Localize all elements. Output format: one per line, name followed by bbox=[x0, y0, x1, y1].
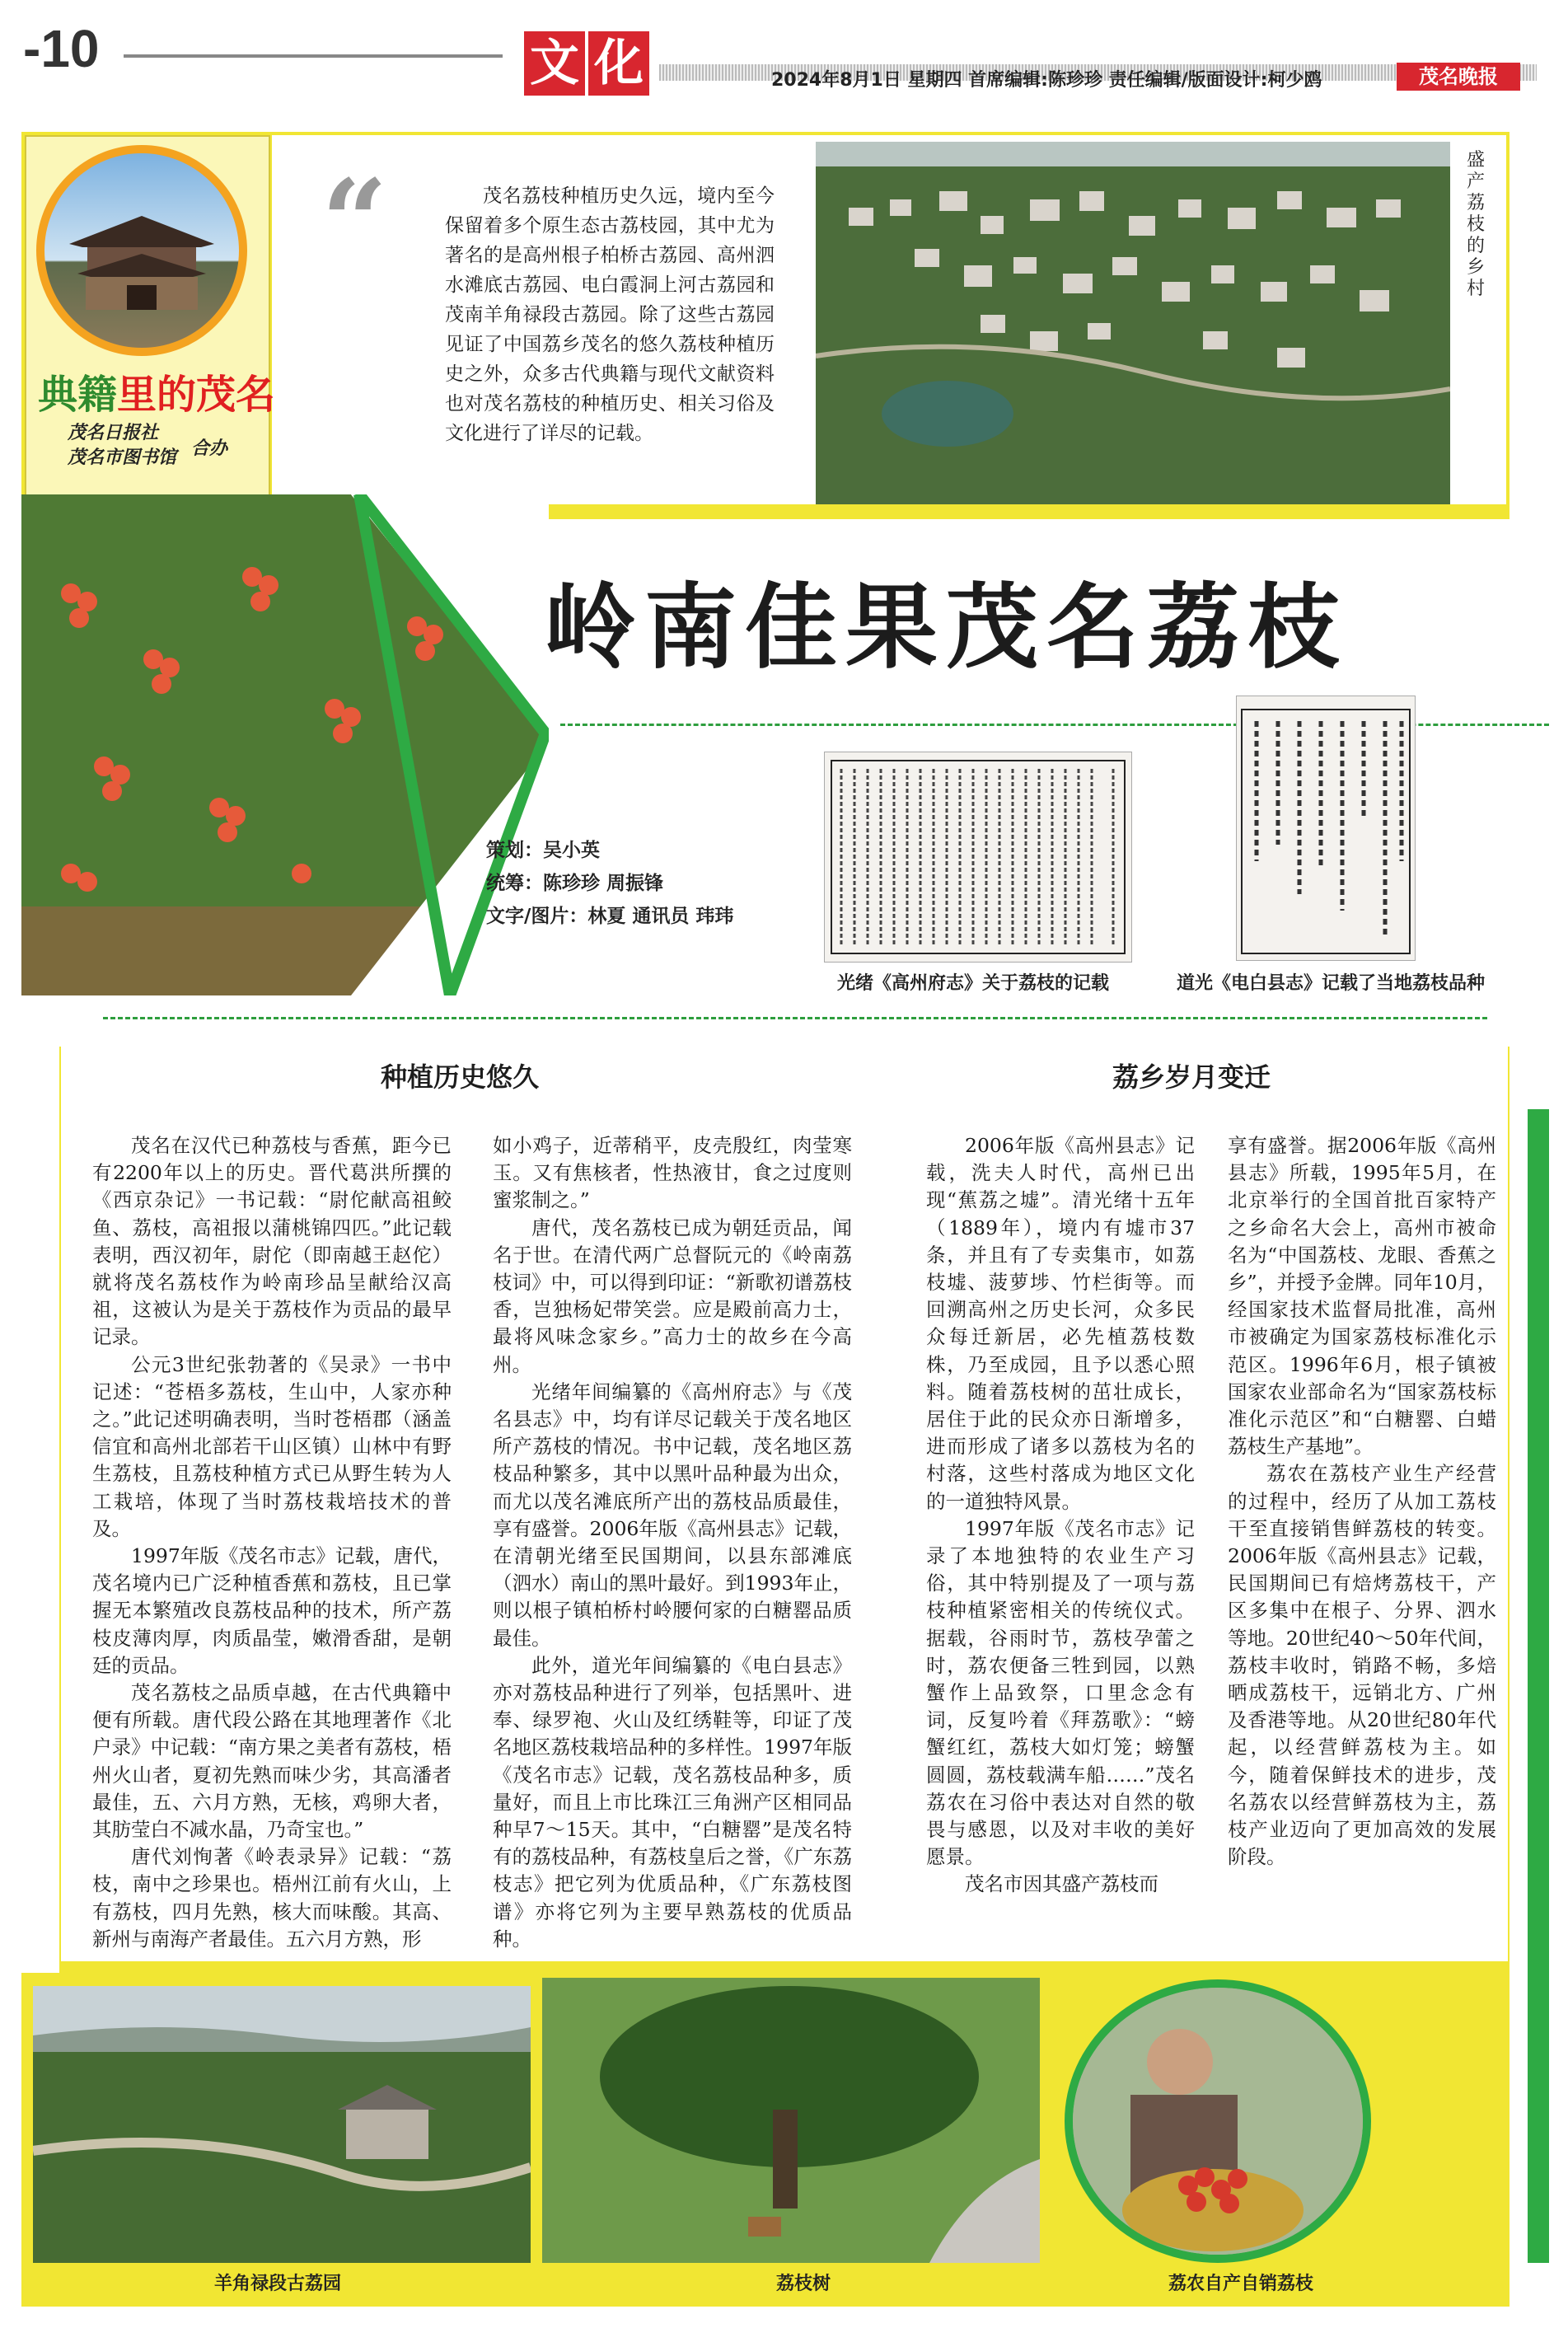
coop-label: 合办 bbox=[191, 438, 228, 459]
book-scan-1 bbox=[825, 752, 1131, 962]
paragraph: 如小鸡子，近蒂稍平，皮壳殷红，肉莹寒玉。又有焦核者，性热液甘，食之过度则蜜浆制之。” bbox=[493, 1134, 852, 1212]
paragraph: 2006年版《高州县志》记载，洗夫人时代，高州已出现“蕉荔之墟”。清光绪十五年（1889年），境内有墟市37条，并且有了专卖集市，如荔枝墟、菠萝埗、竹栏街等。而回溯高州之历史长河，众多民众每迁新居，必先植荔枝数株，乃至成园，且予以悉心照料。随着荔枝树的茁壮成长，居住于此的民众亦日渐增多，进而形成了诸多以荔枝为名的村落，这些村落成为地区文化的一道独特风景。 bbox=[926, 1134, 1195, 1513]
paragraph: 1997年版《茂名市志》记录了本地独特的农业生产习俗，其中特别提及了一项与荔枝种植紧密相关的传统仪式。据载，谷雨时节，荔枝孕蕾之时，荔农便备三牲到园，以熟蟹作上品致祭，口里念念有词，反复吟着《拜荔歌》：“螃蟹红红，荔枝大如灯笼；螃蟹圆圆，荔枝载满车船……”茂名荔农在习俗中表达对自然的敬畏与感恩，以及对丰收的美好愿景。 bbox=[926, 1516, 1195, 1869]
intro-text: 茂名荔枝种植历史久远，境内至今保留着多个原生态古荔枝园，其中尤为著名的是高州根子柏桥古荔园、高州泗水滩底古荔园、电白霞洞上河古荔园和茂南羊角禄段古荔园。除了这些古荔园见证了中国荔乡茂名的悠久荔枝种植历史之外，众多古代典籍与现代文献资料也对茂名荔枝的种植历史、相关习俗及文化进行了详尽的记载。 bbox=[445, 185, 775, 444]
column-title-a: 典籍 bbox=[38, 372, 118, 418]
farmer-photo bbox=[1065, 1979, 1371, 2263]
village-photo-caption: 盛产荔枝的乡村 bbox=[1467, 150, 1486, 299]
quote-mark: “ bbox=[321, 155, 388, 290]
farmer-caption: 荔农自产自销荔枝 bbox=[1168, 2274, 1314, 2294]
section1-heading: 种植历史悠久 bbox=[381, 1061, 540, 1093]
column-title bbox=[38, 363, 275, 419]
tree-caption: 荔枝树 bbox=[776, 2274, 831, 2294]
green-side-bar bbox=[1528, 1109, 1549, 2263]
organizers bbox=[68, 420, 176, 470]
paragraph: 唐代，茂名荔枝已成为朝廷贡品，闻名于世。在清代两广总督阮元的《岭南荔枝词》中，可以得到印证：“新歌初谱荔枝香，岂独杨妃带笑尝。应是殿前高力士，最将风味念家乡。”高力士的故乡在今高州。 bbox=[493, 1216, 852, 1376]
book1-caption: 光绪《高州府志》关于荔枝的记载 bbox=[837, 973, 1110, 994]
paragraph: 享有盛誉。据2006年版《高州县志》所载，1995年5月，在北京举行的全国首批百家特产之乡命名大会上，高州市被命名为“中国荔枝、龙眼、香蕉之乡”，并授予金牌。同年10月，经国家技术监督局批准，高州市被确定为国家荔枝标准化示范区。1996年6月，根子镇被国家农业部命名为“国家荔枝标准化示范区”和“白糖罂、白蜡荔枝生产基地”。 bbox=[1228, 1134, 1496, 1459]
farmer-illustration bbox=[1073, 1988, 1363, 2255]
credits bbox=[486, 834, 733, 933]
section2-heading: 荔乡岁月变迁 bbox=[1112, 1061, 1271, 1093]
credit-text: 文字/图片：林夏 通讯员 玮玮 bbox=[486, 906, 734, 927]
body-column-2 bbox=[493, 1132, 852, 1953]
dianbai-gazetteer-image bbox=[1236, 696, 1416, 961]
header-info: 2024年8月1日 星期四 首席编辑:陈珍珍 责任编辑/版面设计:柯少鸥 bbox=[771, 70, 1322, 91]
section-divider bbox=[103, 1017, 1487, 1019]
book2-caption: 道光《电白县志》记载了当地荔枝品种 bbox=[1177, 973, 1486, 994]
paragraph: 光绪年间编纂的《高州府志》与《茂名县志》中，均有详尽记载关于茂名地区所产荔枝的情况。书中记载，茂名地区荔枝品种繁多，其中以黑叶品种最为出众，而尤以茂名滩底所产出的荔枝品质最佳，享有盛誉。2006年版《高州县志》记载，在清朝光绪至民国期间，以县东部滩底（泗水）南山的黑叶最好。到1993年止，则以根子镇柏桥村岭腰何家的白糖罂品质最佳。 bbox=[493, 1379, 852, 1650]
organizer-2: 茂名市图书馆 bbox=[68, 447, 177, 468]
paragraph: 茂名在汉代已种荔枝与香蕉，距今已有2200年以上的历史。晋代葛洪所撰的《西京杂记》一书记载：“尉佗献高祖鲛鱼、荔枝，高祖报以蒲桃锦四匹。”此记载表明，西汉初年，尉佗（即南越王赵佗）就将茂名荔枝作为岭南珍品呈献给汉高祖，这被认为是关于荔枝作为贡品的最早记录。 bbox=[92, 1134, 452, 1349]
village-illustration bbox=[816, 142, 1450, 504]
orchard-illustration bbox=[33, 1986, 531, 2263]
credit-coord: 统筹：陈珍珍 周振锋 bbox=[486, 873, 664, 894]
body-column-4 bbox=[1228, 1132, 1496, 1871]
gaozhou-gazetteer-image bbox=[824, 752, 1132, 963]
paragraph: 茂名市因其盛产荔枝而 bbox=[965, 1872, 1158, 1896]
paragraph: 唐代刘恂著《岭表录异》记载：“荔枝，南中之珍果也。梧州江前有火山，上有荔枝，四月先熟，核大而味酸。其高、新州与南海产者最佳。五六月方熟，形 bbox=[92, 1845, 452, 1951]
headline: 岭南佳果茂名荔枝 bbox=[544, 574, 1348, 682]
book-scan-2 bbox=[1237, 696, 1415, 960]
paragraph: 荔农在荔枝产业生产经营的过程中，经历了从加工荔枝干至直接销售鲜荔枝的转变。2006年版《高州县志》记载，民国期间已有焙烤荔枝干，产区多集中在根子、分界、泗水等地。20世纪40～50年代间，荔枝丰收时，销路不畅，多焙晒成荔枝干，远销北方、广州及香港等地。从20世纪80年代起，以经营鲜荔枝为主。如今，随着保鲜技术的进步，茂名荔农以经营鲜荔枝为主，荔枝产业迈向了更加高效的发展阶段。 bbox=[1228, 1462, 1496, 1869]
section-char-1: 文 bbox=[524, 31, 585, 96]
section-char-2: 化 bbox=[588, 31, 649, 96]
page-number: -10 bbox=[23, 19, 100, 78]
section-label bbox=[524, 31, 648, 97]
gate-illustration bbox=[69, 211, 214, 310]
column-title-b: 里的茂名 bbox=[117, 372, 276, 418]
photo-triangle-mask bbox=[21, 494, 549, 995]
tree-illustration bbox=[542, 1978, 1040, 2263]
village-aerial-photo bbox=[816, 142, 1450, 504]
ancient-gate-photo bbox=[36, 145, 247, 356]
organizer-1: 茂名日报社 bbox=[68, 422, 159, 443]
orchard-caption: 羊角禄段古荔园 bbox=[214, 2274, 342, 2294]
lychee-tree-photo-2 bbox=[542, 1978, 1040, 2263]
ancient-orchard-photo bbox=[33, 1986, 531, 2263]
header-rule bbox=[124, 54, 503, 58]
credit-plan: 策划：吴小英 bbox=[486, 840, 600, 861]
paragraph: 公元3世纪张勃著的《吴录》一书中记述：“苍梧多荔枝，生山中，人家亦种之。”此记述明确表明，当时苍梧郡（涵盖信宜和高州北部若干山区镇）山林中有野生荔枝，且荔枝种植方式已从野生转为人工栽培，体现了当时荔枝栽培技术的普及。 bbox=[92, 1352, 452, 1540]
newspaper-logo: 茂名晚报 bbox=[1397, 63, 1520, 91]
body-column-3 bbox=[926, 1132, 1195, 1899]
paragraph: 茂名荔枝之品质卓越，在古代典籍中便有所载。唐代段公路在其地理著作《北户录》中记载：“南方果之美者有荔枝，梧州火山者，夏初先熟而味少劣，其高潘者最佳，五、六月方熟，无核，鸡卵大者，其肪莹白不减水晶，乃奇宝也。” bbox=[92, 1681, 452, 1842]
paragraph: 1997年版《茂名市志》记载，唐代，茂名境内已广泛种植香蕉和荔枝，且已掌握无本繁殖改良荔枝品种的技术，所产荔枝皮薄肉厚，肉质晶莹，嫩滑香甜，是朝廷的贡品。 bbox=[92, 1544, 452, 1677]
paragraph: 此外，道光年间编纂的《电白县志》亦对荔枝品种进行了列举，包括黑叶、进奉、绿罗袍、火山及红绣鞋等，印证了茂名地区荔枝栽培品种的多样性。1997年版《茂名市志》记载，茂名荔枝品种多，质量好，而且上市比珠江三角洲产区相同品种早7～15天。其中，“白糖罂”是茂名特有的荔枝品种，有荔枝皇后之誉，《广东荔枝志》把它列为优质品种，《广东荔枝图谱》亦将它列为主要早熟荔枝的优质品种。 bbox=[493, 1653, 852, 1951]
body-column-1 bbox=[92, 1132, 452, 1953]
